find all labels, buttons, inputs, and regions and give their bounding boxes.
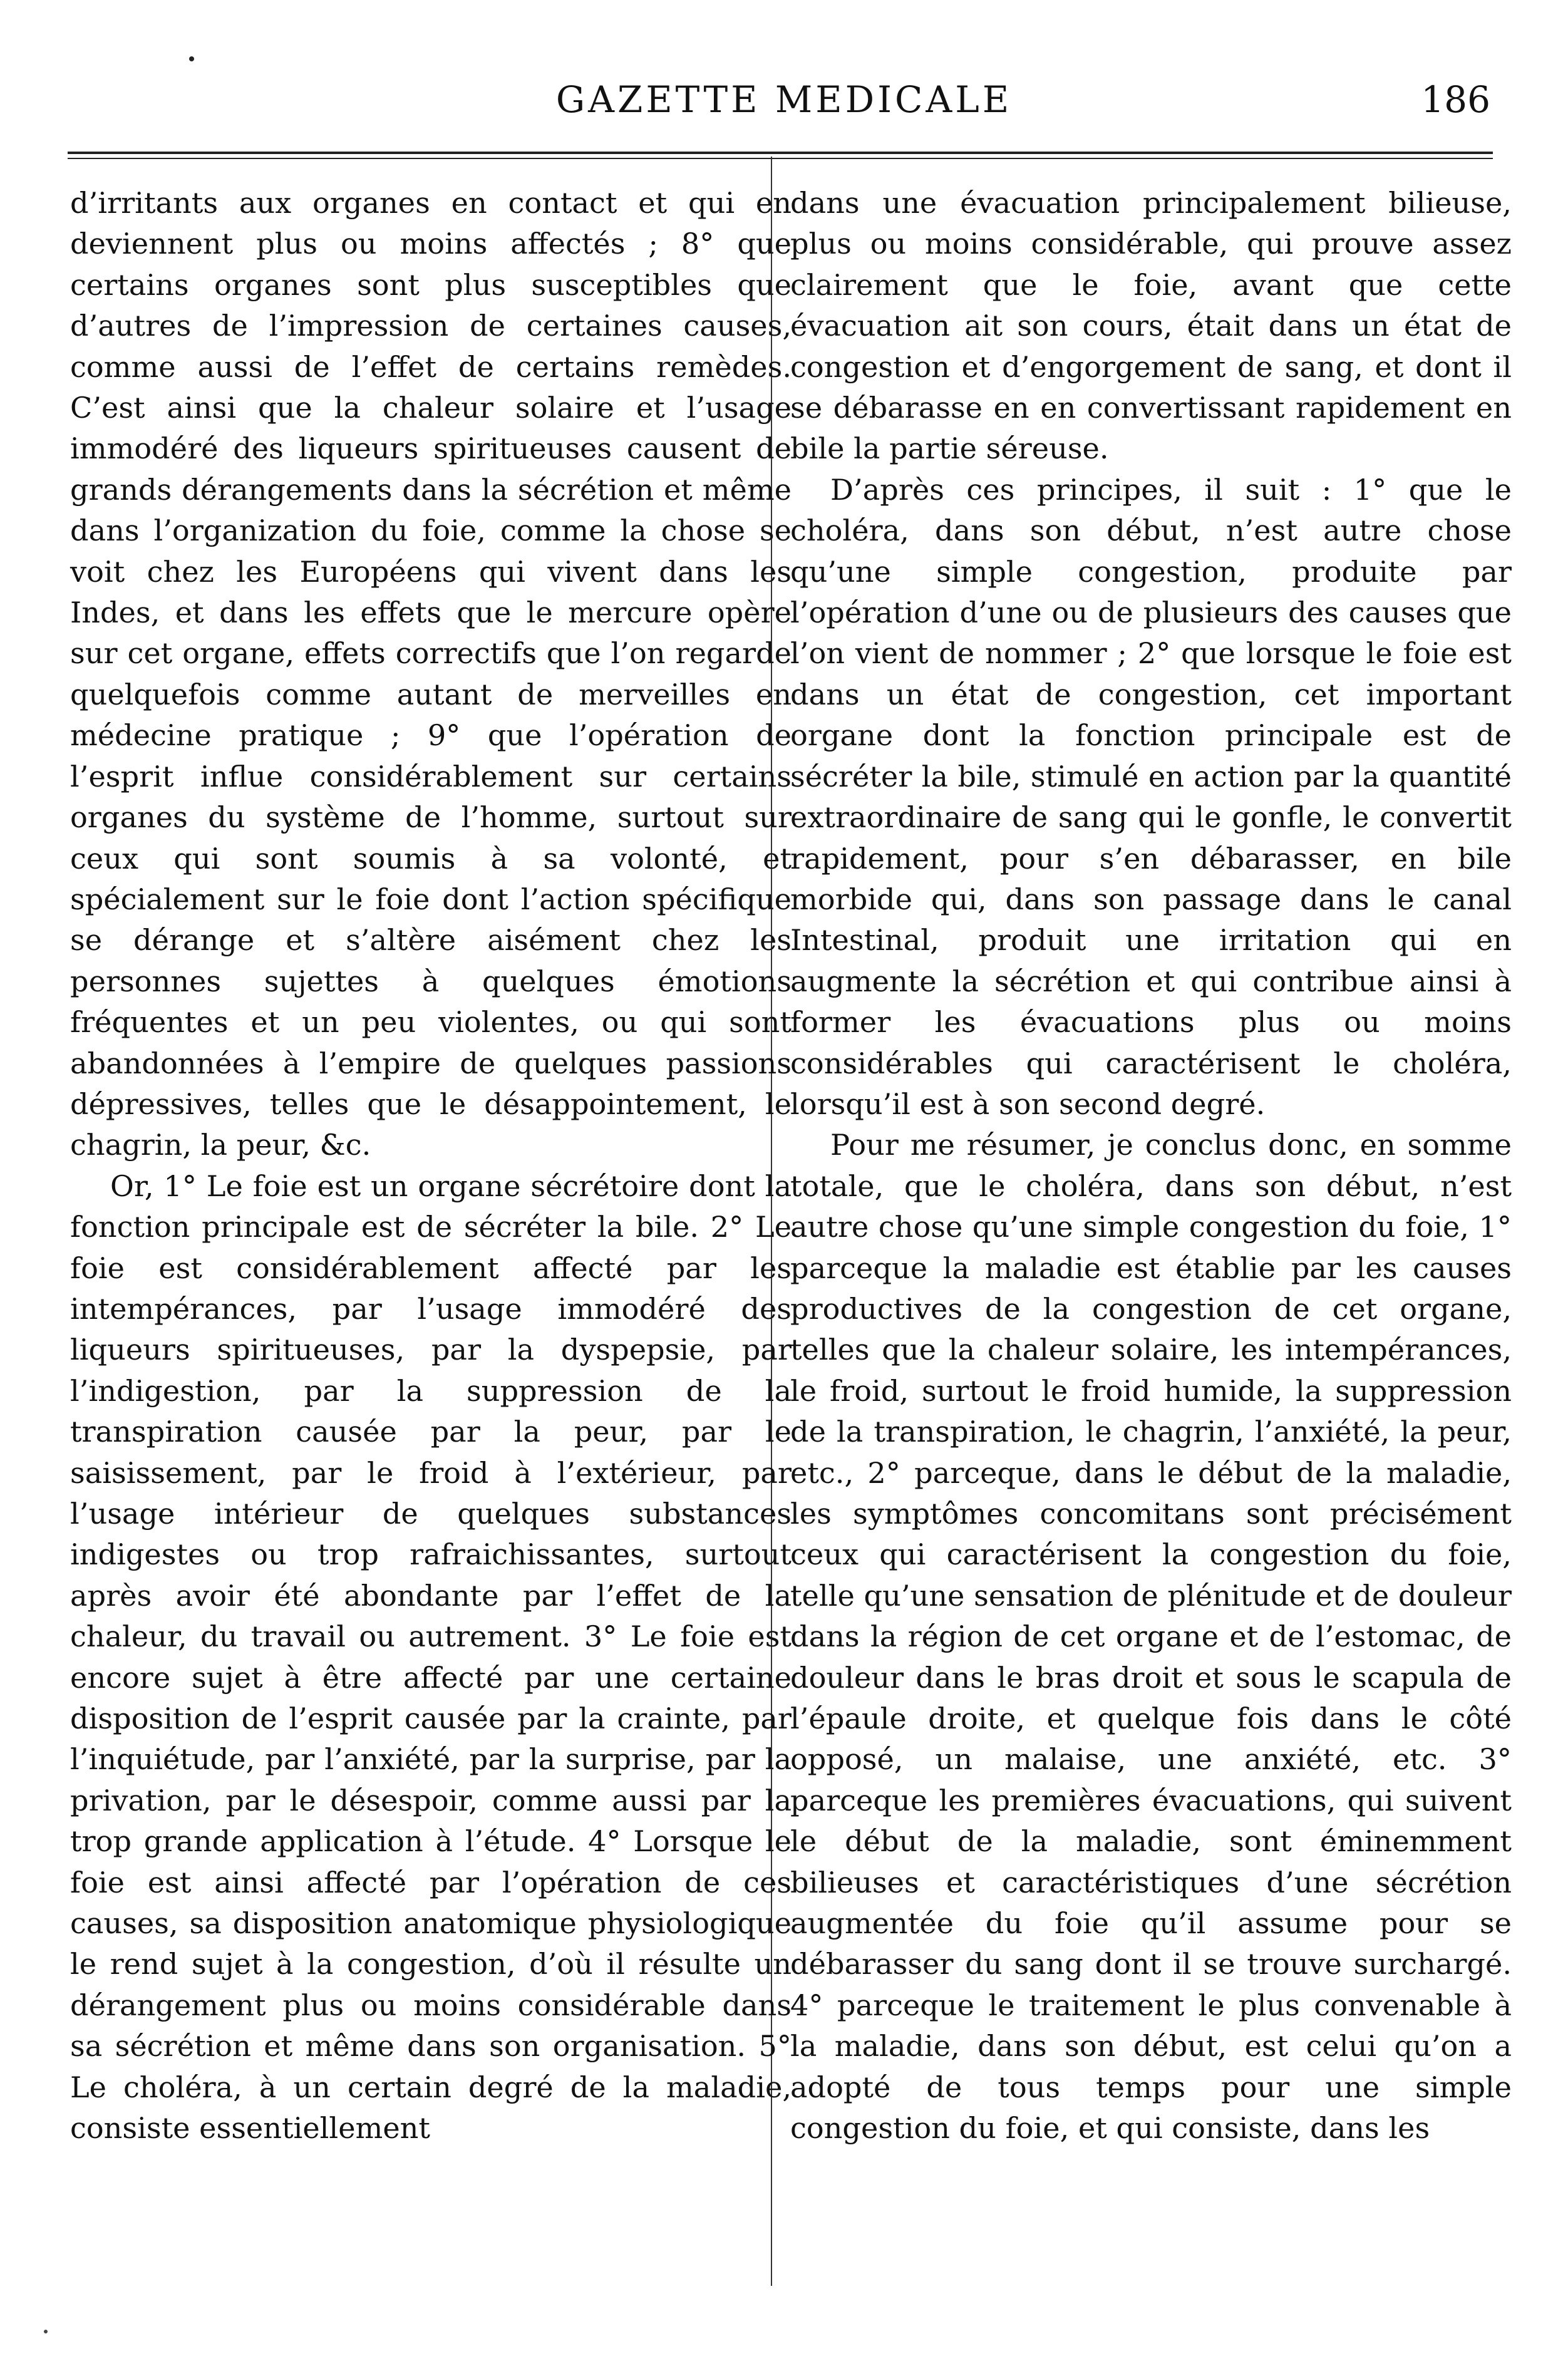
left-column bbox=[70, 183, 792, 2149]
paragraph: Or, 1° Le foie est un organe sécrétoire dont la fonction principale est de sécréter la bile. 2° Le foie est considérablement affecté par les intempérances, par l’usage immodéré des liqueurs spiritueuses, par la dyspepsie, par l’indigestion, par la suppression de la transpiration causée par la peur, par le saisissement, par le froid à l’extérieur, par l’usage intérieur de quelques substances indigestes ou trop rafraichissantes, surtout après avoir été abondante par l’effet de la chaleur, du travail ou autrement. 3° Le foie est encore sujet à être affecté par une certaine disposition de l’esprit causée par la crainte, par l’inquiétude, par l’anxiété, par la surprise, par la privation, par le désespoir, comme aussi par la trop grande application à l’étude. 4° Lorsque le foie est ainsi affecté par l’opération de ces causes, sa disposition anatomique physiologique le rend sujet à la congestion, d’où il résulte un dérangement plus ou moins considérable dans sa sécrétion et même dans son organisation. 5° Le choléra, à un certain degré de la maladie, consiste essentiellement bbox=[70, 1169, 792, 2146]
paragraph: Pour me résumer, je conclus donc, en somme totale, que le choléra, dans son début, n’est autre chose qu’une simple congestion du foie, 1° parceque la maladie est établie par les causes productives de la congestion de cet organe, telles que la chaleur solaire, les intempérances, le froid, surtout le froid humide, la suppression de la transpiration, le chagrin, l’anxiété, la peur, etc., 2° parceque, dans le début de la maladie, les symptômes concomitans sont précisément ceux qui caractérisent la congestion du foie, telle qu’une sensation de plénitude et de douleur dans la région de cet organe et de l’estomac, de douleur dans le bras droit et sous le scapula de l’épaule droite, et quelque fois dans le côté opposé, un malaise, une anxiété, etc. 3° parceque les premières évacuations, qui suivent le début de la maladie, sont éminemment bilieuses et caractéristiques d’une sécrétion augmentée du foie qu’il assume pour se débarasser du sang dont il se trouve surchargé. 4° parceque le traitement le plus convenable à la maladie, dans son début, est celui qu’on a adopté de tous temps pour une simple congestion du foie, et qui consiste, dans les bbox=[790, 1128, 1512, 2146]
paragraph: D’après ces principes, il suit : 1° que le choléra, dans son début, n’est autre chose qu’une simple congestion, produite par l’opération d’une ou de plusieurs des causes que l’on vient de nommer ; 2° que lorsque le foie est dans un état de congestion, cet important organe dont la fonction principale est de sécréter la bile, stimulé en action par la quantité extraordinaire de sang qui le gonfle, le convertit rapidement, pour s’en débarasser, en bile morbide qui, dans son passage dans le canal Intestinal, produit une irritation qui en augmente la sécrétion et qui contribue ainsi à former les évacuations plus ou moins considérables qui caractérisent le choléra, lorsqu’il est à son second degré. bbox=[790, 472, 1512, 1121]
page-number: 186 bbox=[1421, 78, 1490, 121]
header-rule bbox=[68, 152, 1493, 159]
right-column bbox=[790, 183, 1512, 2149]
running-title: GAZETTE MEDICALE bbox=[555, 78, 1013, 121]
stray-ink-mark bbox=[189, 56, 194, 61]
stray-ink-mark bbox=[44, 2330, 48, 2333]
paragraph: dans une évacuation principalement bilieuse, plus ou moins considérable, qui prouve assez clairement que le foie, avant que cette évacuation ait son cours, était dans un état de congestion et d’engorgement de sang, et dont il se débarasse en en convertissant rapidement en bile la partie séreuse. bbox=[790, 186, 1512, 466]
page-header bbox=[69, 78, 1499, 132]
paragraph: d’irritants aux organes en contact et qui en deviennent plus ou moins affectés ; 8° que certains organes sont plus susceptibles que d’autres de l’impression de certaines causes, comme aussi de l’effet de certains remèdes. C’est ainsi que la chaleur solaire et l’usage immodéré des liqueurs spiritueuses causent de grands dérangements dans la sécrétion et même dans l’organization du foie, comme la chose se voit chez les Européens qui vivent dans les Indes, et dans les effets que le mercure opère sur cet organe, effets correctifs que l’on regarde quelquefois comme autant de merveilles en médecine pratique ; 9° que l’opération de l’esprit influe considérablement sur certains organes du système de l’homme, surtout sur ceux qui sont soumis à sa volonté, et spécialement sur le foie dont l’action spécifique se dérange et s’altère aisément chez les personnes sujettes à quelques émotions fréquentes et un peu violentes, ou qui sont abandonnées à l’empire de quelques passions dépressives, telles que le désappointement, le chagrin, la peur, &c. bbox=[70, 186, 792, 1162]
